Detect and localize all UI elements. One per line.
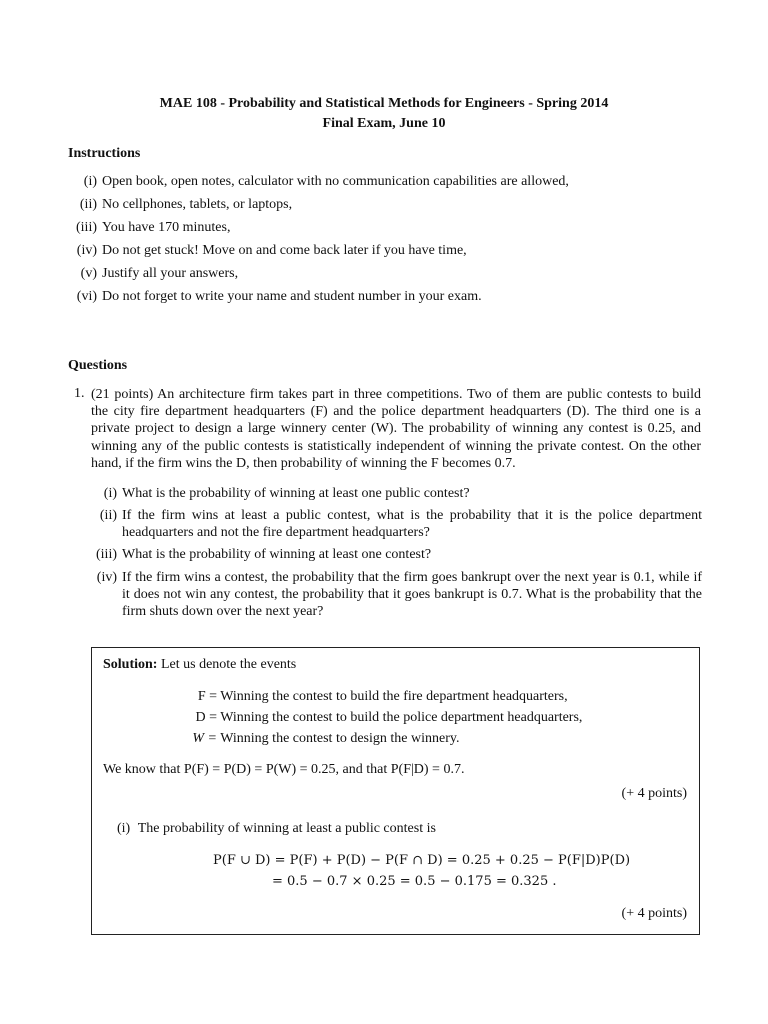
points-award-2: (+ 4 points) xyxy=(621,906,687,921)
title-line-2: Final Exam, June 10 xyxy=(322,116,446,131)
equation-line-1: P(F ∪ D) = P(F) + P(D) − P(F ∩ D) = 0.25 + 0.25 − P(F|D)P(D) xyxy=(213,853,631,868)
instructions-list xyxy=(64,173,704,311)
title-line-1: MAE 108 - Probability and Statistical Methods for Engineers - Spring 2014 xyxy=(159,96,609,111)
equation-line-2: = 0.5 − 0.7 × 0.25 = 0.5 − 0.175 = 0.325 . xyxy=(272,874,557,889)
solution-intro-text: Let us denote the events xyxy=(160,657,297,672)
event-def-f: F = Winning the contest to build the fire department headquarters, xyxy=(197,689,568,704)
event-def-d: D = Winning the contest to build the police department headquarters, xyxy=(195,710,583,725)
solution-intro xyxy=(103,657,296,673)
points-award-1: (+ 4 points) xyxy=(621,786,687,801)
solution-part-i: (i) The probability of winning at least a public contest is xyxy=(117,821,436,836)
instruction-item: (iii) You have 170 minutes, xyxy=(76,220,231,235)
instruction-item: (iv) Do not get stuck! Move on and come back later if you have time, xyxy=(76,243,467,258)
instructions-heading: Instructions xyxy=(68,146,141,161)
exam-page: MAE 108 - Probability and Statistical Methods for Engineers - Spring 2014 Final Exam, June 10 Instructions (i) Open book, open notes, calculator with no communication capabilities are allowed, (ii) No cellphones, tablets, or laptops, (iii) You have 170 minutes, (iv) Do not get stuck! Move on and come back later if you have time, (v) Justify all your answers, (vi) Do not forget to write your name and student number in your exam. Questions 1. (21 points) An architecture firm takes part in three competitions. Two of them are public contests to build the city fire department headquarters (F) and the police department headquarters (D). The third one is a private project to design a large winnery center (W). The probability of winning any contest is 0.25, and winning any of the public contests is statistically independent of winning the private contest. On the other hand, if the firm wins the D, then probability of winning the F becomes 0.7. (i) What is the probability of winning at least one public contest? (ii) If the firm wins at least a public contest, what is the probability that it is the police department headquarters and not the fire department headquarters? (iii) What is the probability of winning at least one contest? (iv) If the firm wins a contest, the probability that the firm goes bankrupt over the next year is 0.1, while if it does not win any contest, the probability that it goes bankrupt is 0.7. What is the probability that the firm shuts down over the next year? Solution: Let us denote the events F = Winning the contest to build the fire department headquarters, D = Winning the contest to build the police department headquarters, W = Winning the contest to design the winnery. We know that P(F) = P(D) = P(W) = 0.25, and that P(F|D) = 0.7. (+ 4 points) (i) The probability of winning at least a public contest is P(F ∪ D) = P(F) + P(D) − P(F ∩ D) = 0.25 + 0.25 − P(F|D)P(D) = 0.5 − 0.7 × 0.25 = 0.5 − 0.175 = 0.325 . (+ 4 points) xyxy=(0,0,768,1024)
instruction-item: (vi) Do not forget to write your name and student number in your exam. xyxy=(76,289,482,304)
solution-box xyxy=(91,647,700,935)
instruction-item: (v) Justify all your answers, xyxy=(80,266,239,281)
question-number: 1. xyxy=(74,386,85,401)
exam-title xyxy=(0,94,768,134)
questions-heading: Questions xyxy=(68,358,128,373)
instruction-item: (ii) No cellphones, tablets, or laptops, xyxy=(79,197,293,212)
solution-label: Solution: xyxy=(103,657,158,672)
known-probabilities: We know that P(F) = P(D) = P(W) = 0.25, and that P(F|D) = 0.7. xyxy=(103,762,465,777)
question-text: (21 points) An architecture firm takes part in three competitions. Two of them are public contests to build the city fire department headquarters (F) and the police department headquarters (D). The third one is a private project to design a large winnery center (W). The probability of winning any contest is 0.25, and winning any of the public contests is statistically independent of winning the private contest. On the other hand, if the firm wins the D, then probability of winning the F becomes 0.7. xyxy=(91,387,701,471)
event-def-w: W = Winning the contest to design the winnery. xyxy=(192,731,460,746)
instruction-item: (i) Open book, open notes, calculator with no communication capabilities are allowed, xyxy=(83,174,569,189)
